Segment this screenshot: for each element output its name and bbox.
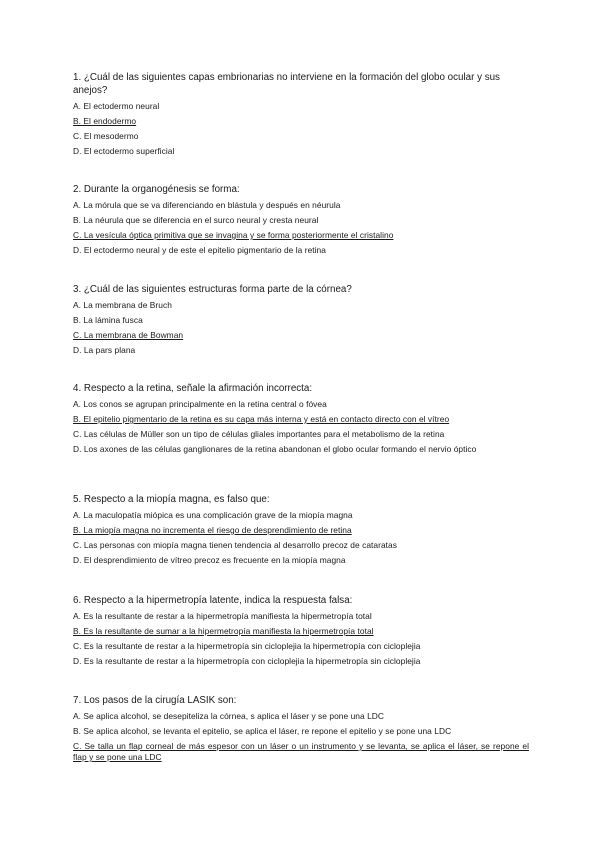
answer-option-correct: B. El endodermo [73,116,137,126]
answer-option-correct: B. La miopía magna no incrementa el riesgo de desprendimiento de retina [73,525,352,535]
answer-option-correct: C. La membrana de Bowman [73,330,184,340]
answer-option: D. Los axones de las células ganglionares de la retina abandonan el globo ocular formando el nervio óptico [73,444,477,454]
answer-option-correct: C. Se talla un flap corneal de más espesor con un láser o un instrumento y se levanta, se aplica el láser, se repone el flap y se pone una LDC [73,741,529,762]
answer-option: C. Las personas con miopía magna tienen tendencia al desarrollo precoz de cataratas [73,540,397,550]
question-text: 1. ¿Cuál de las siguientes capas embrionarias no interviene en la formación del globo ocular y sus anejos? [73,72,500,96]
question-6 [73,594,529,671]
answer-option: C. El mesodermo [73,131,139,141]
answer-option: C. Las células de Müller son un tipo de células gliales importantes para el metabolismo de la retina [73,429,445,439]
answer-option: D. El desprendimiento de vítreo precoz es frecuente en la miopía magna [73,555,346,565]
answer-option: A. La membrana de Bruch [73,300,172,310]
answer-option: D. Es la resultante de restar a la hipermetropía con cicloplejia la hipermetropía sin cicloplejia [73,656,421,666]
answer-option: A. Se aplica alcohol, se desepiteliza la córnea, s aplica el láser y se pone una LDC [73,711,384,721]
question-text: 3. ¿Cuál de las siguientes estructuras forma parte de la córnea? [73,284,352,295]
question-2 [73,183,529,260]
answer-option: D. El ectodermo neural y de este el epitelio pigmentario de la retina [73,245,326,255]
question-4 [73,382,529,459]
answer-option: D. El ectodermo superficial [73,146,175,156]
answer-option: A. La maculopatía miópica es una complicación grave de la miopía magna [73,510,353,520]
question-text: 5. Respecto a la miopía magna, es falso que: [73,494,270,505]
answer-option: B. Se aplica alcohol, se levanta el epitelio, se aplica el láser, re repone el epitelio y se pone una LDC [73,726,452,736]
answer-option-correct: C. La vesícula óptica primitiva que se invagina y se forma posteriormente el cristalino [73,230,394,240]
question-7 [73,694,529,767]
question-5 [73,493,529,570]
answer-option-correct: B. El epitelio pigmentario de la retina es su capa más interna y está en contacto directo con el vítreo [73,414,450,424]
question-text: 7. Los pasos de la cirugía LASIK son: [73,695,237,706]
answer-option: B. La néurula que se diferencia en el surco neural y cresta neural [73,215,319,225]
answer-option: C. Es la resultante de restar a la hipermetropía sin cicloplejia la hipermetropía con cicloplejia [73,641,421,651]
answer-option: D. La pars plana [73,345,136,355]
answer-option: A. Los conos se agrupan principalmente en la retina central o fóvea [73,399,327,409]
answer-option: A. El ectodermo neural [73,101,160,111]
answer-option: A. La mórula que se va diferenciando en blástula y después en néurula [73,200,341,210]
question-1 [73,71,529,161]
answer-option: B. La lámina fusca [73,315,143,325]
question-text: 4. Respecto a la retina, señale la afirmación incorrecta: [73,383,313,394]
answer-option-correct: B. Es la resultante de sumar a la hipermetropía manifiesta la hipermetropía total [73,626,374,636]
question-text: 2. Durante la organogénesis se forma: [73,184,240,195]
question-text: 6. Respecto a la hipermetropía latente, indica la respuesta falsa: [73,595,353,606]
question-3 [73,283,529,360]
answer-option: A. Es la resultante de restar a la hipermetropía manifiesta la hipermetropía total [73,611,372,621]
